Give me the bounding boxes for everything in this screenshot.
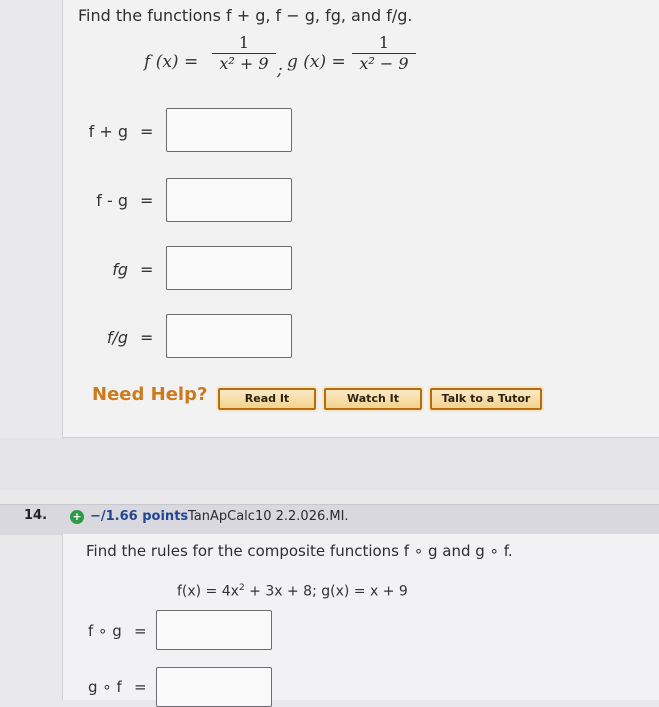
read-it-button[interactable]: Read It bbox=[218, 388, 316, 410]
given-exponent: 2 bbox=[238, 583, 245, 593]
g-definition-lhs: g (x) = bbox=[287, 52, 346, 72]
sum-answer-input[interactable] bbox=[166, 108, 292, 152]
given-rest: + 3x + 8; g(x) = x + 9 bbox=[244, 583, 408, 600]
f-definition-lhs: f (x) = bbox=[144, 52, 199, 72]
need-help-label: Need Help? bbox=[92, 384, 208, 405]
points-value: −/1.66 points bbox=[90, 509, 189, 524]
given-f-part: f(x) = 4x bbox=[177, 583, 239, 600]
given-functions bbox=[177, 583, 408, 600]
quotient-equals: = bbox=[140, 328, 154, 347]
quotient-answer-input[interactable] bbox=[166, 314, 292, 358]
problem-13-instruction: Find the functions f + g, f − g, fg, and f/g. bbox=[78, 6, 413, 25]
g-fraction bbox=[352, 34, 416, 73]
sum-equals: = bbox=[140, 122, 154, 141]
f-compose-g-input[interactable] bbox=[156, 610, 272, 650]
f-fraction bbox=[212, 34, 276, 73]
g-denominator: x² − 9 bbox=[359, 54, 409, 73]
watch-it-button[interactable]: Watch It bbox=[324, 388, 422, 410]
f-denominator: x² + 9 bbox=[219, 54, 269, 73]
problem-14-instruction: Find the rules for the composite functions f ∘ g and g ∘ f. bbox=[86, 542, 513, 560]
quotient-label: f/g bbox=[106, 328, 128, 347]
talk-to-tutor-button[interactable]: Talk to a Tutor bbox=[430, 388, 542, 410]
g-compose-f-input[interactable] bbox=[156, 667, 272, 707]
g-compose-f-equals: = bbox=[134, 678, 147, 696]
difference-answer-input[interactable] bbox=[166, 178, 292, 222]
section-gap bbox=[0, 438, 659, 490]
difference-label: f - g bbox=[96, 191, 128, 210]
f-compose-g-equals: = bbox=[134, 622, 147, 640]
f-compose-g-label: f ∘ g bbox=[88, 622, 122, 640]
product-equals: = bbox=[140, 260, 154, 279]
product-answer-input[interactable] bbox=[166, 246, 292, 290]
f-numerator: 1 bbox=[238, 33, 250, 52]
function-separator: ; bbox=[277, 60, 283, 80]
product-label: fg bbox=[112, 260, 128, 279]
expand-plus-icon[interactable]: + bbox=[70, 510, 84, 524]
sum-label: f + g bbox=[88, 122, 128, 141]
g-numerator: 1 bbox=[378, 33, 390, 52]
difference-equals: = bbox=[140, 191, 154, 210]
g-compose-f-label: g ∘ f bbox=[88, 678, 122, 696]
problem-source: TanApCalc10 2.2.026.MI. bbox=[188, 509, 349, 524]
question-number: 14. bbox=[24, 508, 48, 523]
